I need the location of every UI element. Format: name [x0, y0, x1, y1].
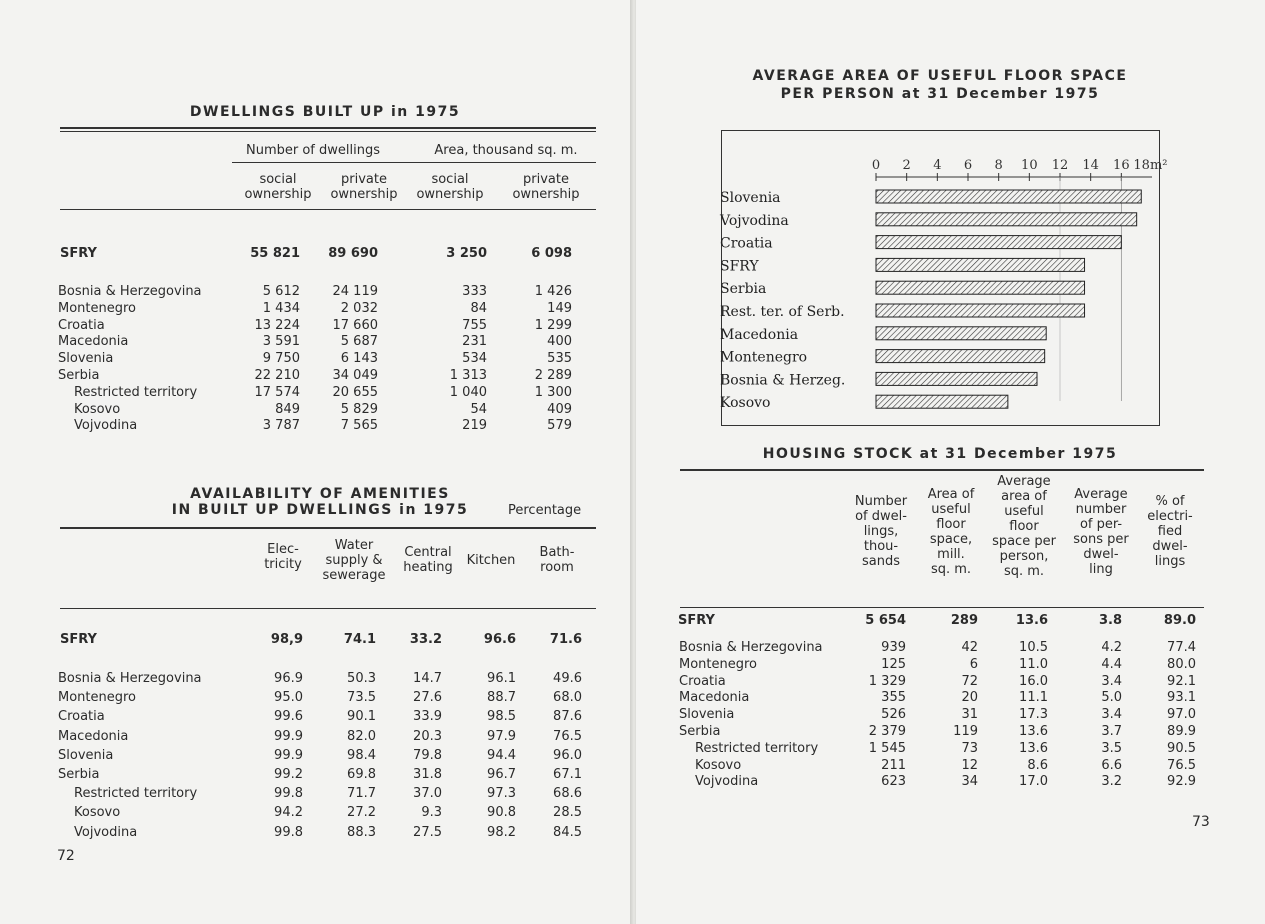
bar: [876, 327, 1046, 340]
row-cell: 5 687: [340, 334, 378, 350]
header-line: person,: [999, 549, 1049, 564]
header-line: of dwel-: [855, 509, 907, 524]
header-line: space per: [992, 534, 1056, 549]
header-line: of per-: [1079, 517, 1123, 532]
header-line: Average: [1074, 487, 1128, 502]
row-label: Macedonia: [58, 728, 129, 744]
subheader-line: ownership: [512, 187, 580, 202]
row-cell: 99.8: [274, 824, 303, 840]
row-cell: 3.4: [1101, 707, 1122, 723]
row-cell: 77.4: [1167, 640, 1196, 655]
category-label: Montenegro: [720, 349, 808, 366]
table-rule: [60, 131, 596, 132]
amenity-header: [532, 545, 582, 575]
row-cell: 50.3: [347, 671, 376, 686]
header-line: fied: [1157, 524, 1183, 539]
row-cell: 13 224: [254, 317, 300, 333]
total-row-cell: 3 250: [446, 246, 487, 261]
row-cell: 79.8: [413, 747, 442, 763]
header-line: tricity: [264, 557, 302, 572]
header-line: lings: [1154, 554, 1186, 569]
row-cell: 17.3: [1019, 707, 1048, 723]
x-tick-label: 16: [1113, 158, 1130, 173]
table-rule: [60, 527, 596, 529]
header-line: lings,: [863, 524, 899, 539]
row-cell: 68.6: [553, 786, 582, 802]
header-rule: [60, 209, 596, 210]
row-label: Slovenia: [58, 351, 114, 367]
chart-title-line2: PER PERSON at 31 December 1975: [780, 86, 1100, 102]
category-label: Rest. ter. of Serb.: [720, 304, 845, 320]
row-label: Vojvodina: [74, 824, 138, 840]
row-label: Slovenia: [679, 707, 735, 723]
total-row-cell: 74.1: [343, 632, 376, 647]
row-cell: 54: [470, 401, 487, 417]
total-row-cell: 98,9: [270, 632, 303, 647]
row-cell: 99.6: [274, 709, 303, 725]
header-line: sq. m.: [1003, 564, 1045, 579]
row-cell: 623: [881, 774, 906, 790]
row-cell: 1 300: [534, 384, 572, 400]
row-cell: 90.1: [347, 709, 376, 725]
category-label: SFRY: [720, 258, 759, 275]
row-cell: 99.8: [274, 786, 303, 802]
row-cell: 97.3: [487, 786, 516, 802]
row-cell: 76.5: [553, 728, 582, 744]
total-row-cell: 289: [950, 613, 978, 628]
subheader-cell: [318, 172, 410, 202]
group-header-number: Number of dwellings: [246, 143, 380, 158]
row-cell: 9 750: [262, 351, 300, 367]
amenity-header: [318, 538, 390, 583]
amenity-header: [255, 542, 311, 572]
row-cell: 90.5: [1167, 740, 1196, 756]
category-label: Slovenia: [720, 190, 781, 206]
row-cell: 3.4: [1101, 673, 1122, 689]
row-cell: 17.0: [1019, 774, 1048, 790]
row-label: Montenegro: [58, 300, 137, 316]
housing-header: [844, 494, 918, 569]
header-line: floor: [1009, 519, 1039, 534]
total-row-label: SFRY: [60, 632, 97, 647]
row-label: Bosnia & Herzegovina: [58, 671, 202, 686]
dwellings-table-title: DWELLINGS BUILT UP in 1975: [189, 104, 461, 120]
row-cell: 73: [961, 740, 978, 756]
row-cell: 11.0: [1019, 656, 1048, 672]
group-header-area: Area, thousand sq. m.: [434, 143, 578, 158]
total-row-cell: 96.6: [483, 632, 516, 647]
housing-table-title: HOUSING STOCK at 31 December 1975: [762, 446, 1118, 462]
total-row-cell: 13.6: [1015, 613, 1048, 628]
row-cell: 34: [961, 774, 978, 790]
header-line: area of: [1001, 489, 1047, 504]
row-cell: 69.8: [347, 767, 376, 782]
row-cell: 11.1: [1019, 690, 1048, 706]
row-cell: 939: [881, 640, 906, 655]
header-line: Average: [997, 474, 1051, 489]
row-cell: 1 545: [868, 740, 906, 756]
subheader-line: ownership: [416, 187, 484, 202]
row-cell: 9.3: [421, 805, 442, 821]
row-cell: 1 434: [262, 300, 300, 316]
row-cell: 20.3: [413, 728, 442, 744]
row-cell: 5.0: [1101, 690, 1122, 706]
subheader-line: private: [523, 172, 569, 187]
row-cell: 37.0: [413, 786, 442, 802]
row-cell: 2 289: [534, 368, 572, 383]
row-cell: 17 660: [332, 317, 378, 333]
row-cell: 98.2: [487, 824, 516, 840]
row-cell: 87.6: [553, 709, 582, 725]
total-row-cell: 33.2: [409, 632, 442, 647]
x-axis-end-label: 18m²: [1133, 158, 1168, 173]
x-tick-label: 6: [963, 158, 973, 173]
category-label: Vojvodina: [720, 212, 789, 229]
row-cell: 2 032: [340, 300, 378, 316]
header-line: Area of: [927, 487, 975, 502]
row-cell: 5 829: [340, 401, 378, 417]
row-cell: 119: [953, 724, 978, 739]
row-label: Vojvodina: [695, 774, 759, 790]
row-cell: 211: [881, 757, 906, 773]
row-cell: 31: [961, 707, 978, 723]
x-tick-label: 12: [1051, 158, 1069, 173]
bar: [876, 350, 1045, 363]
row-cell: 97.9: [487, 728, 516, 744]
total-row-cell: 3.8: [1098, 613, 1122, 628]
header-line: % of: [1155, 494, 1185, 509]
row-label: Slovenia: [58, 747, 114, 763]
row-cell: 20 655: [332, 384, 378, 400]
row-cell: 12: [961, 757, 978, 773]
row-cell: 13.6: [1019, 740, 1048, 756]
header-line: sewerage: [322, 568, 386, 583]
row-cell: 10.5: [1019, 640, 1048, 655]
row-cell: 1 299: [534, 317, 572, 333]
row-cell: 13.6: [1019, 724, 1048, 739]
row-cell: 20: [961, 690, 978, 706]
row-cell: 534: [462, 351, 487, 367]
row-label: Bosnia & Herzegovina: [58, 284, 202, 299]
row-cell: 409: [547, 401, 572, 417]
bar: [876, 236, 1121, 249]
total-row-label: SFRY: [678, 613, 715, 628]
row-cell: 535: [547, 351, 572, 367]
row-cell: 526: [881, 707, 906, 723]
row-cell: 97.0: [1167, 707, 1196, 723]
bar: [876, 258, 1085, 271]
row-cell: 355: [881, 690, 906, 706]
header-line: heating: [403, 560, 453, 575]
row-cell: 2 379: [868, 724, 906, 739]
header-line: room: [540, 560, 574, 575]
row-cell: 4.4: [1101, 656, 1122, 672]
total-row-cell: 71.6: [549, 632, 582, 647]
row-cell: 72: [961, 673, 978, 689]
row-label: Croatia: [58, 317, 105, 333]
row-cell: 3 787: [262, 418, 300, 434]
row-cell: 231: [462, 334, 487, 350]
header-line: Bath-: [539, 545, 575, 560]
row-cell: 22 210: [254, 368, 300, 383]
row-label: Macedonia: [679, 690, 750, 706]
amenity-header: [458, 553, 524, 568]
row-cell: 76.5: [1167, 757, 1196, 773]
row-label: Montenegro: [58, 690, 137, 706]
housing-header: [1138, 494, 1202, 569]
row-cell: 94.4: [487, 747, 516, 763]
row-label: Restricted territory: [74, 384, 198, 400]
row-cell: 92.9: [1167, 774, 1196, 790]
row-cell: 7 565: [340, 418, 378, 434]
row-cell: 3.7: [1101, 724, 1122, 739]
table-rule: [60, 127, 596, 129]
row-cell: 82.0: [347, 728, 376, 744]
chart-title-line1: AVERAGE AREA OF USEFUL FLOOR SPACE: [752, 68, 1128, 84]
row-cell: 3.5: [1101, 740, 1122, 756]
row-cell: 90.8: [487, 805, 516, 821]
page-number-left: 72: [57, 848, 75, 864]
row-cell: 96.7: [487, 767, 516, 782]
row-cell: 94.2: [274, 805, 303, 821]
row-cell: 95.0: [274, 690, 303, 706]
row-cell: 80.0: [1167, 656, 1196, 672]
bar: [876, 304, 1085, 317]
amenities-unit: Percentage: [508, 503, 582, 518]
row-cell: 96.0: [553, 747, 582, 763]
header-line: sq. m.: [930, 562, 972, 577]
header-line: sands: [861, 554, 900, 569]
row-label: Restricted territory: [695, 740, 819, 756]
row-label: Serbia: [58, 767, 100, 782]
total-row-cell: 55 821: [250, 246, 300, 261]
row-cell: 92.1: [1167, 673, 1196, 689]
subheader-cell: [500, 172, 592, 202]
row-label: Macedonia: [58, 334, 129, 350]
row-cell: 31.8: [413, 767, 442, 782]
group-rule: [232, 162, 596, 163]
row-cell: 28.5: [553, 805, 582, 821]
row-cell: 1 329: [868, 673, 906, 689]
header-line: Water: [334, 538, 374, 553]
row-cell: 88.3: [347, 824, 376, 840]
row-label: Croatia: [58, 709, 105, 725]
subheader-line: social: [259, 172, 297, 187]
header-line: useful: [931, 502, 971, 517]
category-label: Bosnia & Herzeg.: [720, 372, 846, 389]
header-line: useful: [1004, 504, 1044, 519]
row-cell: 42: [961, 640, 978, 655]
row-cell: 99.9: [274, 747, 303, 763]
row-cell: 849: [275, 401, 300, 417]
header-line: Central: [404, 545, 452, 560]
table-rule: [680, 469, 1204, 471]
header-line: Kitchen: [466, 553, 516, 568]
row-cell: 1 313: [449, 368, 487, 383]
subheader-line: ownership: [244, 187, 312, 202]
x-tick-label: 14: [1082, 158, 1099, 173]
row-cell: 333: [462, 284, 487, 299]
row-cell: 17 574: [254, 384, 300, 400]
bar: [876, 281, 1085, 294]
header-rule: [60, 608, 596, 609]
row-cell: 27.2: [347, 805, 376, 821]
header-line: dwel-: [1083, 547, 1119, 562]
header-line: electri-: [1147, 509, 1193, 524]
subheader-line: ownership: [330, 187, 398, 202]
row-cell: 49.6: [553, 671, 582, 686]
amenities-title-line1: AVAILABILITY OF AMENITIES: [190, 486, 450, 502]
housing-header: [984, 474, 1064, 579]
header-line: supply &: [325, 553, 383, 568]
row-cell: 71.7: [347, 786, 376, 802]
housing-header: [1064, 487, 1138, 577]
row-cell: 99.9: [274, 728, 303, 744]
row-cell: 24 119: [332, 284, 378, 299]
header-line: dwel-: [1152, 539, 1188, 554]
row-cell: 14.7: [413, 671, 442, 686]
header-line: Elec-: [267, 542, 299, 557]
row-cell: 73.5: [347, 690, 376, 706]
row-cell: 98.4: [347, 747, 376, 763]
row-cell: 755: [462, 317, 487, 333]
row-label: Bosnia & Herzegovina: [679, 640, 823, 655]
row-cell: 4.2: [1101, 640, 1122, 655]
category-label: Macedonia: [720, 326, 799, 343]
row-cell: 400: [547, 334, 572, 350]
category-label: Serbia: [720, 281, 767, 298]
header-line: Number: [854, 494, 908, 509]
row-label: Vojvodina: [74, 418, 138, 434]
row-label: Serbia: [58, 368, 100, 383]
subheader-cell: [232, 172, 324, 202]
row-label: Restricted territory: [74, 786, 198, 802]
row-label: Montenegro: [679, 656, 758, 672]
header-line: ling: [1089, 562, 1113, 577]
row-cell: 5 612: [262, 284, 300, 299]
row-cell: 27.6: [413, 690, 442, 706]
row-label: Kosovo: [695, 757, 742, 773]
subheader-line: social: [431, 172, 469, 187]
row-cell: 6 143: [340, 351, 378, 367]
x-tick-label: 10: [1021, 158, 1038, 173]
page-number-right: 73: [1192, 814, 1210, 830]
header-line: thou-: [863, 539, 899, 554]
row-cell: 96.9: [274, 671, 303, 686]
header-line: number: [1075, 502, 1127, 517]
total-row-label: SFRY: [60, 246, 97, 261]
row-cell: 33.9: [413, 709, 442, 725]
bar: [876, 395, 1008, 408]
row-cell: 3.2: [1101, 774, 1122, 790]
row-cell: 34 049: [332, 368, 378, 383]
x-tick-label: 8: [994, 158, 1003, 173]
housing-header: [918, 487, 984, 577]
bar: [876, 213, 1137, 226]
amenity-header: [396, 545, 460, 575]
amenities-title-line2: IN BUILT UP DWELLINGS in 1975: [171, 502, 469, 518]
subheader-line: private: [341, 172, 387, 187]
row-label: Kosovo: [74, 401, 121, 417]
x-tick-label: 4: [933, 158, 942, 173]
row-cell: 16.0: [1019, 673, 1048, 689]
category-label: Croatia: [720, 235, 773, 252]
header-line: space,: [929, 532, 973, 547]
header-line: floor: [936, 517, 966, 532]
row-cell: 96.1: [487, 671, 516, 686]
subheader-cell: [404, 172, 496, 202]
row-cell: 88.7: [487, 690, 516, 706]
chart-frame: [720, 130, 1168, 426]
row-cell: 1 040: [449, 384, 487, 400]
row-cell: 84: [470, 300, 487, 316]
bar: [876, 372, 1037, 385]
total-row-cell: 89.0: [1163, 613, 1196, 628]
x-tick-label: 0: [871, 158, 881, 173]
header-rule: [680, 607, 1204, 608]
bar: [876, 190, 1141, 203]
row-cell: 579: [547, 418, 572, 434]
row-cell: 27.5: [413, 824, 442, 840]
header-line: mill.: [937, 547, 965, 562]
row-cell: 98.5: [487, 709, 516, 725]
row-cell: 6: [969, 656, 978, 672]
row-cell: 1 426: [534, 284, 572, 299]
row-cell: 6.6: [1101, 757, 1122, 773]
row-cell: 93.1: [1167, 690, 1196, 706]
total-row-cell: 5 654: [865, 613, 906, 628]
row-cell: 8.6: [1027, 757, 1048, 773]
row-label: Croatia: [679, 673, 726, 689]
row-cell: 84.5: [553, 824, 582, 840]
header-line: sons per: [1073, 532, 1129, 547]
total-row-cell: 6 098: [531, 246, 572, 261]
row-cell: 67.1: [553, 767, 582, 782]
row-cell: 219: [462, 418, 487, 434]
row-label: Kosovo: [74, 805, 121, 821]
row-cell: 3 591: [262, 334, 300, 350]
category-label: Kosovo: [720, 395, 771, 412]
row-cell: 99.2: [274, 767, 303, 782]
row-cell: 89.9: [1167, 724, 1196, 739]
row-cell: 149: [547, 300, 572, 316]
x-tick-label: 2: [902, 158, 911, 173]
row-cell: 125: [881, 656, 906, 672]
row-cell: 68.0: [553, 690, 582, 706]
row-label: Serbia: [679, 724, 721, 739]
floor-space-bar-chart: [720, 131, 1168, 425]
total-row-cell: 89 690: [328, 246, 378, 261]
